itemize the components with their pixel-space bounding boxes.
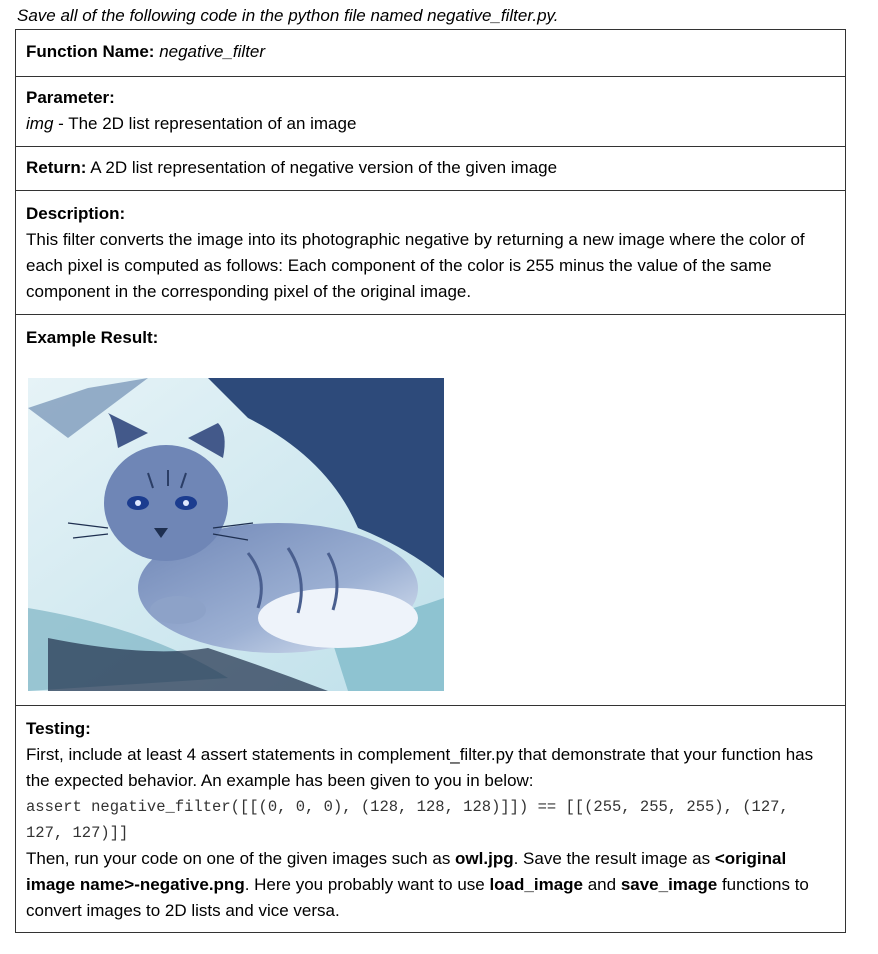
description-text: This filter converts the image into its photographic negative by returning a new image where the color of each pixel is computed as follows: Each component of the color is 255 minus the value of the same component in the corresponding pixel of the original image. — [26, 230, 805, 301]
intro-instruction: Save all of the following code in the python file named negative_filter.py. — [17, 6, 559, 25]
parameter-label: Parameter: — [26, 88, 115, 107]
testing-instructions — [26, 846, 835, 924]
testing-text-2: . Save the result image as — [513, 849, 715, 868]
save-image-function: save_image — [620, 875, 718, 894]
return-text: A 2D list representation of negative version of the given image — [90, 158, 558, 177]
testing-text-4: and — [583, 875, 621, 894]
example-label: Example Result: — [26, 328, 159, 347]
assert-code-example: assert negative_filter([[(0, 0, 0), (128, 128, 128)]]) == [[(255, 255, 255), (127, 127, 127)]] — [26, 798, 789, 842]
description-row — [16, 190, 845, 314]
testing-intro: First, include at least 4 assert statements in complement_filter.py that demonstrate that your function has the expected behavior. An example has been given to you in below: — [26, 745, 814, 790]
example-row — [16, 314, 845, 705]
parameter-row — [16, 76, 845, 146]
owl-filename: owl.jpg — [455, 849, 514, 868]
return-label: Return: — [26, 158, 87, 177]
testing-text-1: Then, run your code on one of the given images such as — [26, 849, 456, 868]
testing-label: Testing: — [26, 719, 91, 738]
function-name-label: Function Name: — [26, 42, 155, 61]
return-row — [16, 146, 845, 190]
parameter-name: img — [26, 114, 54, 133]
parameter-description: - The 2D list representation of an image — [53, 114, 357, 133]
spec-table — [15, 29, 846, 933]
description-label: Description: — [26, 204, 126, 223]
parameter-line — [26, 111, 835, 137]
testing-text-3: . Here you probably want to use — [244, 875, 490, 894]
negative-cat-image — [28, 378, 444, 691]
function-name-value: negative_filter — [159, 42, 266, 61]
function-name-row — [16, 30, 845, 76]
load-image-function: load_image — [489, 875, 583, 894]
result-filename: <original image name>-negative.png — [26, 849, 787, 894]
testing-text-5: functions to convert images to 2D lists and vice versa. — [26, 875, 809, 920]
testing-row — [16, 705, 845, 932]
